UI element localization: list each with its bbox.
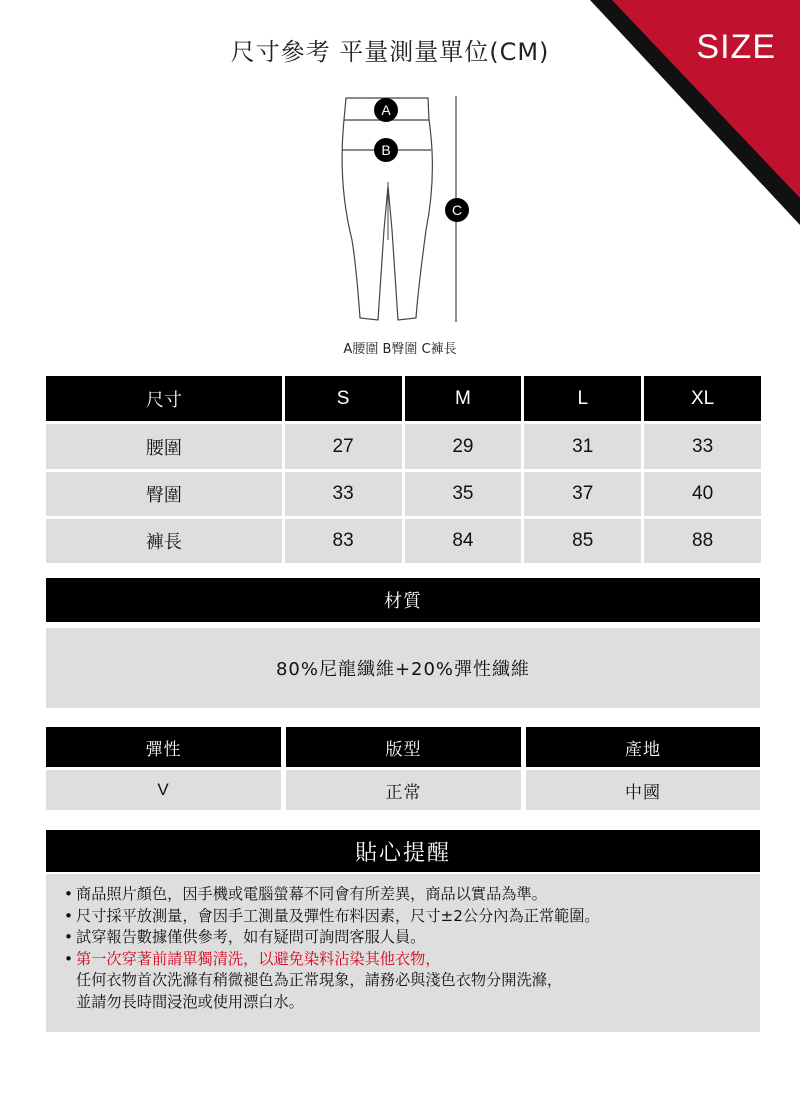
table-cell: 40 bbox=[644, 472, 761, 516]
table-cell: 88 bbox=[644, 519, 761, 563]
list-item-continuation: 任何衣物首次洗滌有稍微褪色為正常現象，請務必與淺色衣物分開洗滌， bbox=[76, 971, 562, 989]
size-header-l: L bbox=[524, 376, 641, 421]
pants-measurement-diagram bbox=[330, 90, 490, 330]
svg-text:B: B bbox=[381, 142, 391, 158]
row-label-hip: 臀圍 bbox=[46, 472, 282, 516]
material-header: 材質 bbox=[46, 578, 760, 622]
marker-a-icon bbox=[374, 98, 398, 122]
table-cell: 83 bbox=[285, 519, 402, 563]
fit-header: 版型 bbox=[286, 727, 521, 767]
size-header-m: M bbox=[405, 376, 522, 421]
origin-value: 中國 bbox=[526, 770, 760, 810]
table-cell: 33 bbox=[644, 424, 761, 469]
table-cell: 85 bbox=[524, 519, 641, 563]
table-cell: 29 bbox=[405, 424, 522, 469]
size-header-label: 尺寸 bbox=[46, 376, 282, 421]
list-item: • 尺寸採平放測量，會因手工測量及彈性布料因素，尺寸±2公分內為正常範圍。 bbox=[64, 906, 600, 925]
elasticity-value: V bbox=[46, 770, 281, 810]
row-label-waist: 腰圍 bbox=[46, 424, 282, 469]
table-cell: 37 bbox=[524, 472, 641, 516]
svg-text:A: A bbox=[381, 102, 391, 118]
table-row bbox=[46, 424, 761, 469]
diagram-legend: A腰圍 B臀圍 C褲長 bbox=[343, 342, 457, 357]
size-header-xl: XL bbox=[644, 376, 761, 421]
marker-b-icon bbox=[374, 138, 398, 162]
notes-header: 貼心提醒 bbox=[46, 830, 760, 872]
table-cell: 33 bbox=[285, 472, 402, 516]
list-item: • 試穿報告數據僅供參考，如有疑問可詢問客服人員。 bbox=[64, 928, 426, 946]
table-row bbox=[46, 472, 761, 516]
size-header-s: S bbox=[285, 376, 402, 421]
list-item: • 商品照片顏色，因手機或電腦螢幕不同會有所差異，商品以實品為準。 bbox=[64, 885, 547, 903]
marker-c-icon bbox=[445, 198, 469, 222]
notes-list bbox=[46, 874, 760, 1032]
page-title: 尺寸參考 平量測量單位(CM) bbox=[230, 38, 550, 66]
size-corner-label: SIZE bbox=[696, 28, 776, 66]
svg-text:C: C bbox=[451, 202, 463, 218]
size-table-header bbox=[46, 376, 761, 421]
elasticity-header: 彈性 bbox=[46, 727, 281, 767]
list-item-continuation: 並請勿長時間浸泡或使用漂白水。 bbox=[76, 992, 304, 1011]
material-value: 80%尼龍纖維+20%彈性纖維 bbox=[46, 628, 760, 708]
fit-value: 正常 bbox=[286, 770, 521, 810]
row-label-length: 褲長 bbox=[46, 519, 282, 563]
table-cell: 84 bbox=[405, 519, 522, 563]
table-cell: 27 bbox=[285, 424, 402, 469]
table-row bbox=[46, 519, 761, 563]
table-cell: 35 bbox=[405, 472, 522, 516]
origin-header: 產地 bbox=[526, 727, 760, 767]
table-cell: 31 bbox=[524, 424, 641, 469]
list-item-warning: • 第一次穿著前請單獨清洗，以避免染料沾染其他衣物， bbox=[64, 949, 441, 968]
